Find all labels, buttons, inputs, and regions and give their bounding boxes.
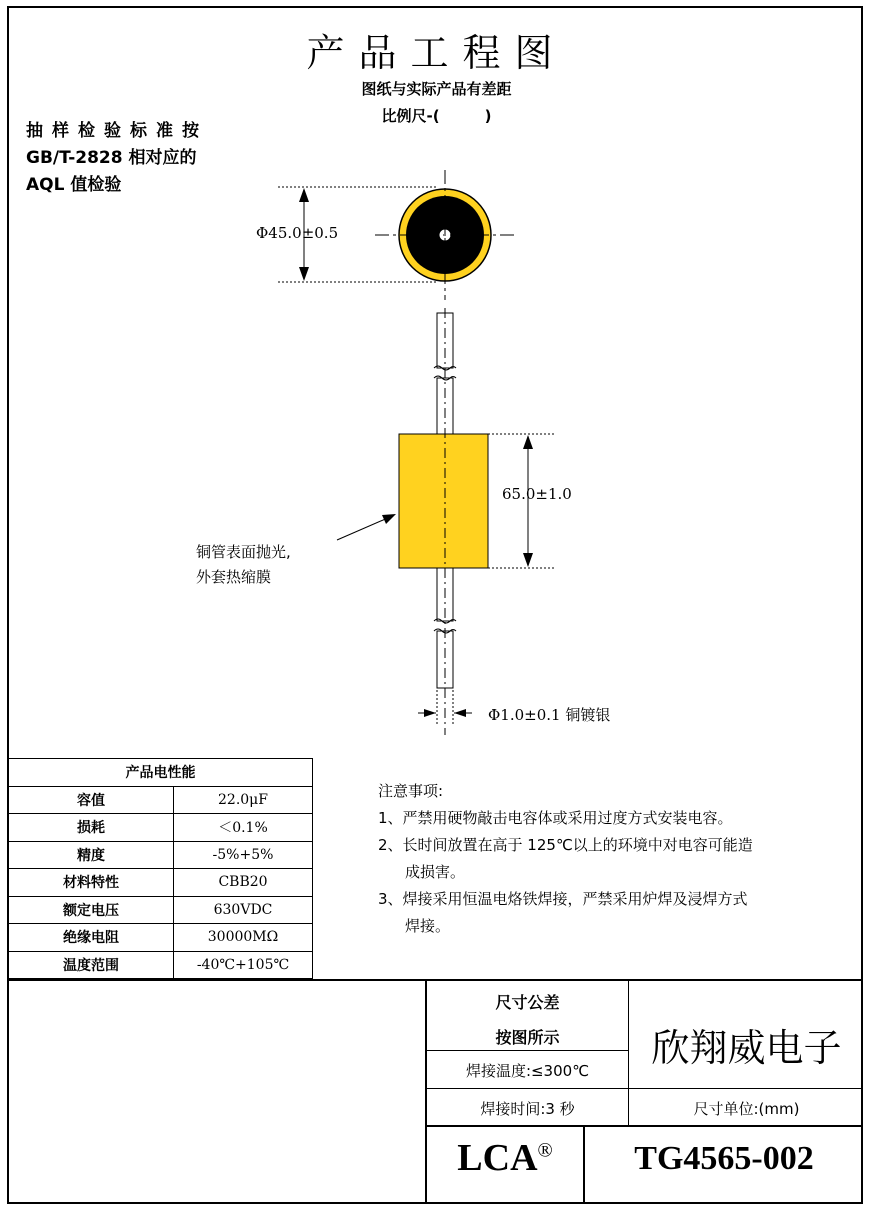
page-title: 产品工程图: [306, 31, 567, 75]
electrical-spec-table: [8, 758, 313, 979]
brand-text: LCA: [457, 1137, 538, 1179]
callout-line-2: 外套热缩膜: [196, 568, 272, 586]
spec-value: -5%+5%: [174, 841, 313, 869]
note-item-3: 3、焊接采用恒温电烙铁焊接，严禁采用炉焊及浸焊方式: [378, 890, 748, 908]
company-name: 欣翔威电子: [651, 1026, 842, 1070]
lead-arrow-right: [454, 709, 466, 717]
callout-arrow: [382, 514, 396, 524]
title-block-hline-3: [427, 1125, 863, 1127]
tolerance-line-2: 按图所示: [495, 1028, 560, 1047]
title-block-col2: [628, 979, 629, 1125]
note-item-3-cont: 焊接。: [405, 917, 451, 935]
sampling-line-1: 抽样检验标准按: [26, 121, 208, 141]
lead-label: Φ1.0±0.1 铜镀银: [488, 706, 611, 724]
dimension-unit: 尺寸单位:(mm): [693, 1100, 800, 1118]
registered-mark: ®: [537, 1139, 553, 1162]
spec-label: 温度范围: [9, 951, 174, 979]
title-block-hline-2: [427, 1088, 863, 1089]
title-block-hline-1: [427, 1050, 628, 1051]
callout-text: [196, 540, 291, 590]
brand-logo: [427, 1136, 583, 1180]
table-row: [9, 896, 313, 924]
callout-line-1: 铜管表面抛光,: [196, 543, 291, 561]
part-number: TG4565-002: [634, 1140, 814, 1177]
drawing-disclaimer: 图纸与实际产品有差距: [361, 80, 512, 98]
diameter-label: Φ45.0±0.5: [256, 224, 339, 242]
spec-label: 材料特性: [9, 869, 174, 897]
spec-value: 22.0μF: [174, 786, 313, 814]
spec-label: 损耗: [9, 814, 174, 842]
spec-label: 容值: [9, 786, 174, 814]
note-item-1: 1、严禁用硬物敲击电容体或采用过度方式安装电容。: [378, 809, 733, 827]
len-arrow-down: [523, 553, 533, 567]
callout-leader: [337, 517, 390, 540]
title-block-top-border: [7, 979, 863, 981]
table-row: [9, 869, 313, 897]
sampling-line-3: AQL 值检验: [26, 175, 122, 195]
table-row: [9, 814, 313, 842]
upper-lead-top: [437, 313, 453, 368]
spec-label: 精度: [9, 841, 174, 869]
spec-table-title: 产品电性能: [9, 759, 313, 787]
note-item-2: 2、长时间放置在高于 125℃以上的环境中对电容可能造: [378, 836, 753, 854]
weld-time: 焊接时间:3 秒: [480, 1100, 575, 1118]
spec-value: ＜0.1%: [174, 814, 313, 842]
arrow-down: [299, 267, 309, 281]
length-label: 65.0±1.0: [502, 485, 572, 503]
table-row: [9, 951, 313, 979]
table-row: [9, 786, 313, 814]
note-item-2-cont: 成损害。: [405, 863, 466, 881]
spec-value: CBB20: [174, 869, 313, 897]
spec-value: -40℃+105℃: [174, 951, 313, 979]
scale-label: 比例尺-( ): [381, 107, 492, 125]
side-view: [337, 308, 555, 735]
weld-temperature: 焊接温度:≤300℃: [465, 1062, 590, 1080]
table-row: [9, 924, 313, 952]
tolerance-line-1: 尺寸公差: [495, 993, 560, 1012]
table-row: [9, 841, 313, 869]
arrow-up: [299, 188, 309, 202]
spec-value: 30000MΩ: [174, 924, 313, 952]
precautions: [378, 778, 753, 940]
spec-value: 630VDC: [174, 896, 313, 924]
lower-lead-bottom: [437, 631, 453, 688]
spec-label: 绝缘电阻: [9, 924, 174, 952]
sampling-line-2: GB/T-2828 相对应的: [26, 148, 197, 168]
upper-lead-bottom: [437, 378, 453, 434]
spec-label: 额定电压: [9, 896, 174, 924]
notes-heading: 注意事项:: [378, 782, 444, 800]
len-arrow-up: [523, 435, 533, 449]
lead-arrow-left: [424, 709, 436, 717]
capacitor-body: [399, 434, 488, 568]
